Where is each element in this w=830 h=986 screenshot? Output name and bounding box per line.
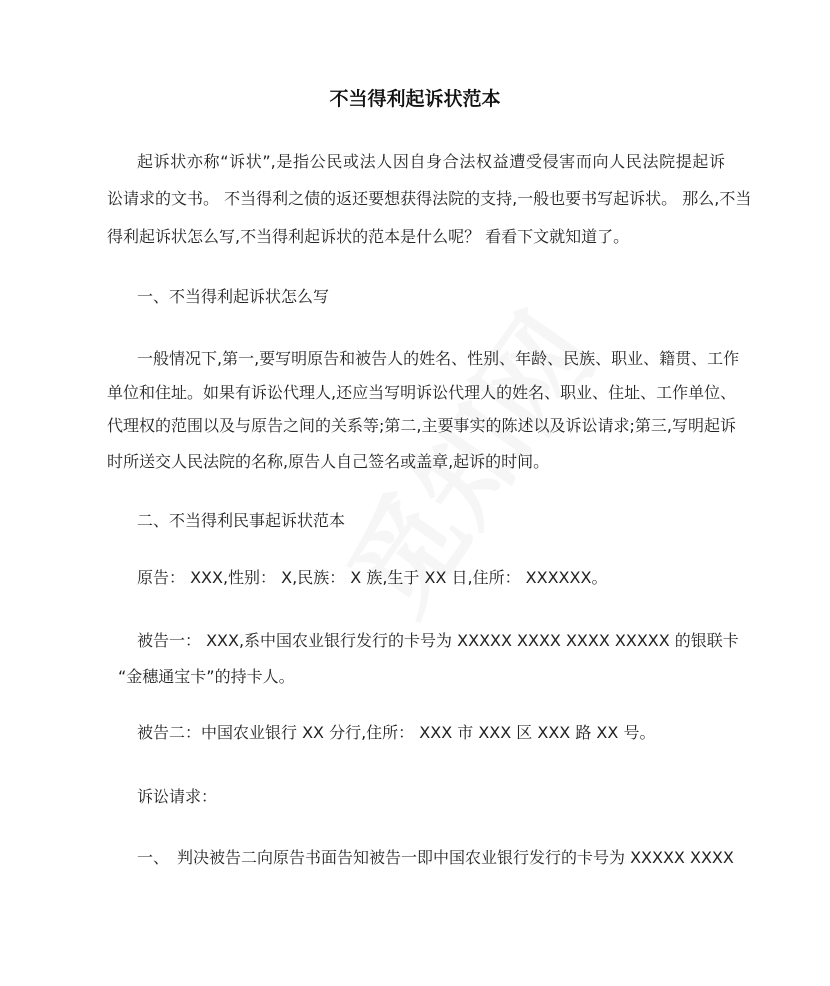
defendant1-line: “金穗通宝卡”的持卡人。 — [118, 667, 295, 686]
intro-line: 起诉状亦称“诉状”,是指公民或法人因自身合法权益遭受侵害而向人民法院提起诉 — [137, 152, 725, 171]
defendant1-line: 被告一： XXX,系中国农业银行发行的卡号为 XXXXX XXXX XXXX XXXXX 的银联卡 — [137, 631, 739, 650]
claims-label: 诉讼请求： — [137, 787, 218, 806]
section1-line: 代理权的范围以及与原告之间的关系等;第二,主要事实的陈述以及诉讼请求;第三,写明起诉 — [107, 416, 736, 435]
plaintiff-line: 原告： XXX,性别： X,民族： X 族,生于 XX 日,住所： XXXXXX。 — [137, 568, 608, 587]
defendant2-line: 被告二：中国农业银行 XX 分行,住所： XXX 市 XXX 区 XXX 路 XX 号。 — [137, 723, 656, 742]
section1-line: 单位和住址。如果有诉讼代理人,还应当写明诉讼代理人的姓名、职业、住址、工作单位、 — [107, 383, 737, 402]
intro-line: 得利起诉状怎么写,不当得利起诉状的范本是什么呢？ 看看下文就知道了。 — [107, 227, 630, 246]
section-heading-1: 一、不当得利起诉状怎么写 — [137, 287, 330, 306]
section-heading-2: 二、不当得利民事起诉状范本 — [137, 511, 346, 530]
intro-line: 讼请求的文书。 不当得利之债的返还要想获得法院的支持,一般也要书写起诉状。 那么,不当 — [107, 189, 752, 208]
claim-line: 一、 判决被告二向原告书面告知被告一即中国农业银行发行的卡号为 XXXXX XXXX — [137, 848, 734, 867]
document-title: 不当得利起诉状范本 — [329, 88, 501, 110]
section1-line: 时所送交人民法院的名称,原告人自己签名或盖章,起诉的时间。 — [107, 452, 550, 471]
section1-line: 一般情况下,第一,要写明原告和被告人的姓名、性别、年龄、民族、职业、籍贯、工作 — [137, 349, 740, 368]
